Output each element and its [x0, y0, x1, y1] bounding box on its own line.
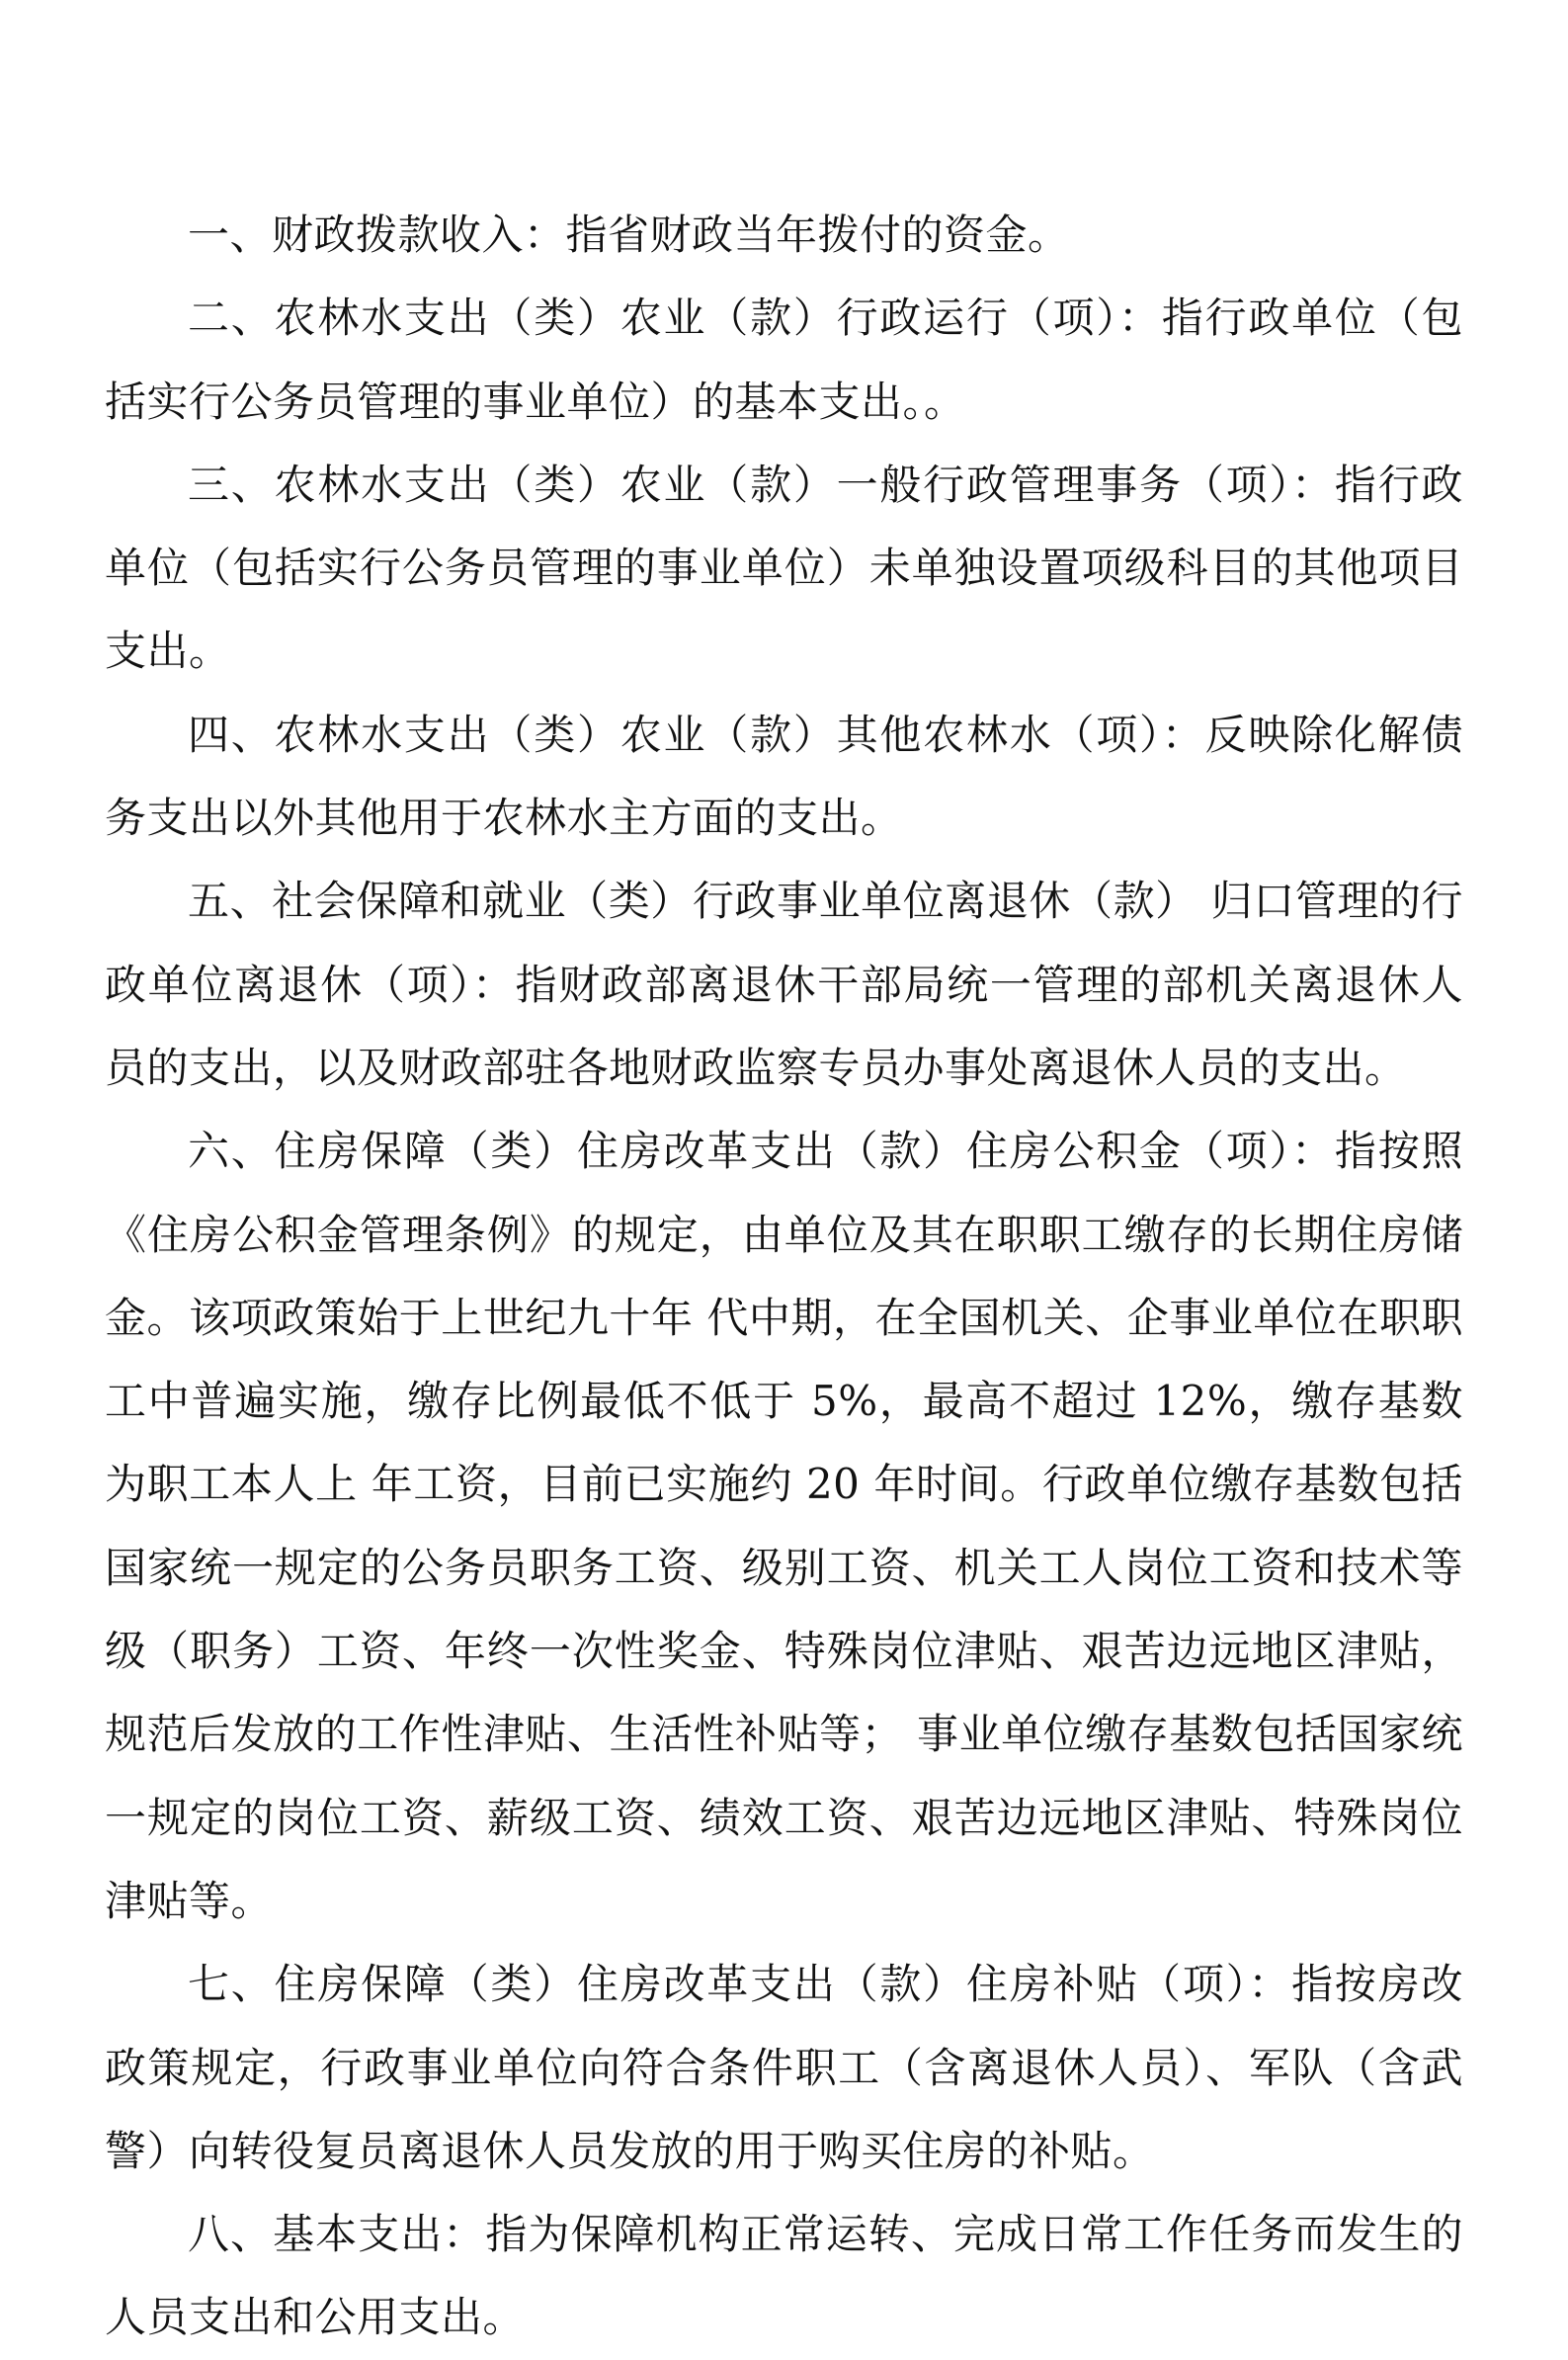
paragraph-7: 七、住房保障（类）住房改革支出（款）住房补贴（项）：指按房改政策规定，行政事业单位向符合条件职工（含离退休人员）、军队（含武警）向转役复员离退休人员发放的用于购买住房的补贴。	[105, 1960, 1463, 2175]
document-body	[105, 194, 1463, 2360]
paragraph-4: 四、农林水支出（类）农业（款）其他农林水（项）：反映除化解债务支出以外其他用于农林水主方面的支出。	[105, 710, 1463, 843]
paragraph-8: 八、基本支出：指为保障机构正常运转、完成日常工作任务而发生的人员支出和公用支出。	[105, 2210, 1463, 2342]
paragraph-6: 六、住房保障（类）住房改革支出（款）住房公积金（项）：指按照《住房公积金管理条例》的规定，由单位及其在职职工缴存的长期住房储金。该项政策始于上世纪九十年 代中期，在全国机关、企事业单位在职职工中普遍实施，缴存比例最低不低于 5%，最高不超过 12%，缴存基数为职工本人上 年工资，目前已实施约 20 年时间。行政单位缴存基数包括国家统一规定的公务员职务工资、级别工资、机关工人岗位工资和技术等级（职务）工资、年终一次性奖金、特殊岗位津贴、艰苦边远地区津贴，规范后发放的工作性津贴、生活性补贴等； 事业单位缴存基数包括国家统一规定的岗位工资、薪级工资、绩效工资、艰苦边远地区津贴、特殊岗位津贴等。	[105, 1127, 1463, 1925]
paragraph-2: 二、农林水支出（类）农业（款）行政运行（项）：指行政单位（包括实行公务员管理的事业单位）的基本支出。。	[105, 294, 1463, 426]
paragraph-3: 三、农林水支出（类）农业（款）一般行政管理事务（项）：指行政单位（包括实行公务员管理的事业单位）未单独设置项级科目的其他项目支出。	[105, 460, 1463, 676]
paragraph-1: 一、财政拨款收入：指省财政当年拨付的资金。	[188, 211, 1070, 259]
paragraph-5: 五、社会保障和就业（类）行政事业单位离退休（款） 归口管理的行政单位离退休（项）：指财政部离退休干部局统一管理的部机关离退休人员的支出，以及财政部驻各地财政监察专员办事处离退休人员的支出。	[105, 877, 1463, 1092]
